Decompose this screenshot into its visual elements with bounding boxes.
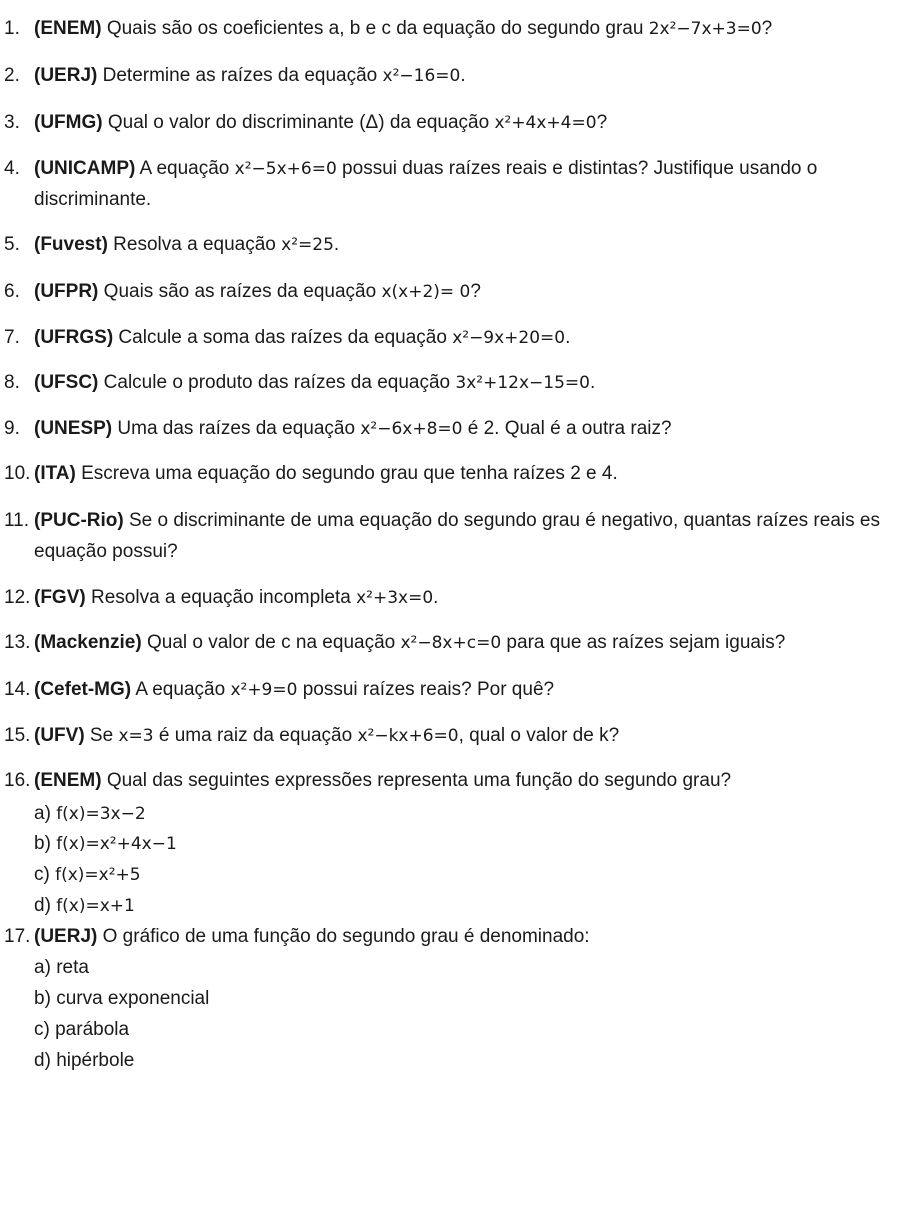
option-label: d)	[34, 895, 51, 916]
equation: 2x²−7x+3=0	[648, 19, 762, 39]
question-source: (PUC-Rio)	[34, 510, 124, 531]
question-16	[4, 765, 731, 796]
question-text: Se o discriminante de uma equação do segundo grau é negativo, quantas raízes reais es	[123, 510, 880, 531]
q17-option-b	[34, 983, 209, 1014]
option-equation: f(x)=x²+5	[55, 865, 141, 885]
equation: x²−6x+8=0	[360, 419, 463, 439]
option-label: b)	[34, 988, 51, 1009]
q16-option-c	[34, 859, 141, 891]
question-text-end: possui duas raízes reais e distintas? Justifique usando o	[336, 158, 818, 179]
equation: x²=25	[281, 235, 334, 255]
question-source: (Fuvest)	[34, 234, 108, 255]
question-text-end: ?	[470, 281, 481, 302]
question-text: Se	[84, 725, 119, 746]
equation: x²+3x=0	[356, 588, 434, 608]
question-text: Quais são os coeficientes a, b e c da equação do segundo grau	[101, 18, 649, 39]
option-label: a)	[34, 957, 51, 978]
question-14	[4, 674, 554, 706]
question-text: Qual o valor de c na equação	[141, 632, 401, 653]
option-label: b)	[34, 833, 51, 854]
question-number: 5.	[4, 234, 20, 255]
question-text: Escreva uma equação do segundo grau que tenha raízes 2 e 4.	[75, 463, 618, 484]
question-source: (FGV)	[34, 587, 86, 608]
question-text-end: para que as raízes sejam iguais?	[501, 632, 786, 653]
question-text: O gráfico de uma função do segundo grau é denominado:	[97, 926, 590, 947]
question-3	[4, 107, 607, 139]
question-number: 4.	[4, 158, 20, 179]
option-label: d)	[34, 1050, 51, 1071]
question-text-end: é 2. Qual é a outra raiz?	[462, 418, 672, 439]
question-text-mid: é uma raiz da equação	[153, 725, 358, 746]
question-number: 15.	[4, 725, 31, 746]
question-number: 1.	[4, 18, 20, 39]
question-source: (UNESP)	[34, 418, 113, 439]
question-11-continuation: equação possui?	[34, 541, 178, 562]
question-text: Calcule o produto das raízes da equação	[98, 372, 456, 393]
option-equation: f(x)=3x−2	[56, 804, 146, 824]
q16-option-a	[34, 798, 146, 830]
question-text: Resolva a equação incompleta	[85, 587, 357, 608]
question-8	[4, 367, 595, 399]
question-number: 10.	[4, 463, 31, 484]
question-number: 16.	[4, 770, 31, 791]
equation: x²−9x+20=0	[452, 328, 566, 348]
question-text-end: .	[565, 327, 571, 348]
question-12	[4, 582, 438, 614]
question-10	[4, 458, 618, 489]
equation: x²+9=0	[230, 680, 298, 700]
question-source: (UFSC)	[34, 372, 99, 393]
question-number: 17.	[4, 926, 31, 947]
option-equation: f(x)=x+1	[56, 896, 135, 916]
q17-option-c	[34, 1014, 129, 1045]
question-text: Qual das seguintes expressões representa uma função do segundo grau?	[101, 770, 732, 791]
question-source: (UFMG)	[34, 112, 103, 133]
question-source: (Mackenzie)	[34, 632, 142, 653]
question-text-end: possui raízes reais? Por quê?	[297, 679, 555, 700]
question-text-end: .	[589, 372, 596, 393]
question-number: 11.	[4, 510, 30, 531]
question-text-end: .	[460, 65, 466, 86]
question-text-end: ?	[761, 18, 773, 39]
question-source: (UFRGS)	[34, 327, 114, 348]
question-number: 14.	[4, 679, 31, 700]
option-text: reta	[56, 957, 89, 978]
option-text: parábola	[55, 1019, 130, 1040]
question-text-end: , qual o valor de k?	[458, 725, 620, 746]
question-13	[4, 627, 785, 659]
option-text: hipérbole	[56, 1050, 135, 1071]
question-text-end: .	[333, 234, 340, 255]
question-source: (UFV)	[34, 725, 85, 746]
equation: x²−5x+6=0	[234, 159, 337, 179]
question-4-continuation: discriminante.	[34, 189, 152, 210]
option-label: a)	[34, 803, 51, 824]
question-7	[4, 322, 570, 354]
question-text: Calcule a soma das raízes da equação	[113, 327, 453, 348]
question-number: 8.	[4, 372, 20, 393]
question-number: 13.	[4, 632, 31, 653]
question-4	[4, 153, 817, 185]
question-source: (ENEM)	[34, 770, 102, 791]
equation-2: x²−kx+6=0	[357, 726, 459, 746]
question-source: (Cefet-MG)	[34, 679, 132, 700]
question-number: 2.	[4, 65, 20, 86]
question-text: Uma das raízes da equação	[112, 418, 361, 439]
equation: x²−16=0	[382, 66, 461, 86]
option-equation: f(x)=x²+4x−1	[56, 834, 177, 854]
question-text: A equação	[135, 158, 235, 179]
option-label: c)	[34, 864, 50, 885]
question-source: (UERJ)	[34, 65, 98, 86]
question-1	[4, 13, 772, 45]
question-source: (UERJ)	[34, 926, 98, 947]
q16-option-d	[34, 890, 135, 922]
question-2	[4, 60, 466, 92]
question-9	[4, 413, 672, 445]
question-text: Resolva a equação	[107, 234, 282, 255]
equation: x²−8x+c=0	[400, 633, 502, 653]
question-text: A equação	[131, 679, 231, 700]
question-number: 6.	[4, 281, 20, 302]
q17-option-d	[34, 1045, 134, 1076]
question-17	[4, 921, 590, 952]
option-label: c)	[34, 1019, 50, 1040]
question-source: (ITA)	[34, 463, 76, 484]
q17-option-a	[34, 952, 89, 983]
question-number: 3.	[4, 112, 20, 133]
question-text: Qual o valor do discriminante (Δ) da equação	[102, 112, 495, 133]
question-6	[4, 276, 481, 308]
question-5	[4, 229, 339, 261]
equation: x=3	[118, 726, 154, 746]
question-number: 9.	[4, 418, 20, 439]
question-source: (UFPR)	[34, 281, 99, 302]
q16-option-b	[34, 828, 177, 860]
question-source: (ENEM)	[34, 18, 102, 39]
equation: x(x+2)= 0	[381, 282, 471, 302]
question-text: Quais são as raízes da equação	[98, 281, 382, 302]
equation: 3x²+12x−15=0	[455, 373, 590, 393]
question-source: (UNICAMP)	[34, 158, 136, 179]
question-text-end: .	[433, 587, 439, 608]
question-text-end: ?	[596, 112, 608, 133]
question-number: 7.	[4, 327, 20, 348]
question-text: Determine as raízes da equação	[97, 65, 383, 86]
question-15	[4, 720, 619, 752]
question-number: 12.	[4, 587, 31, 608]
equation: x²+4x+4=0	[494, 113, 597, 133]
question-11	[4, 505, 880, 536]
option-text: curva exponencial	[56, 988, 210, 1009]
